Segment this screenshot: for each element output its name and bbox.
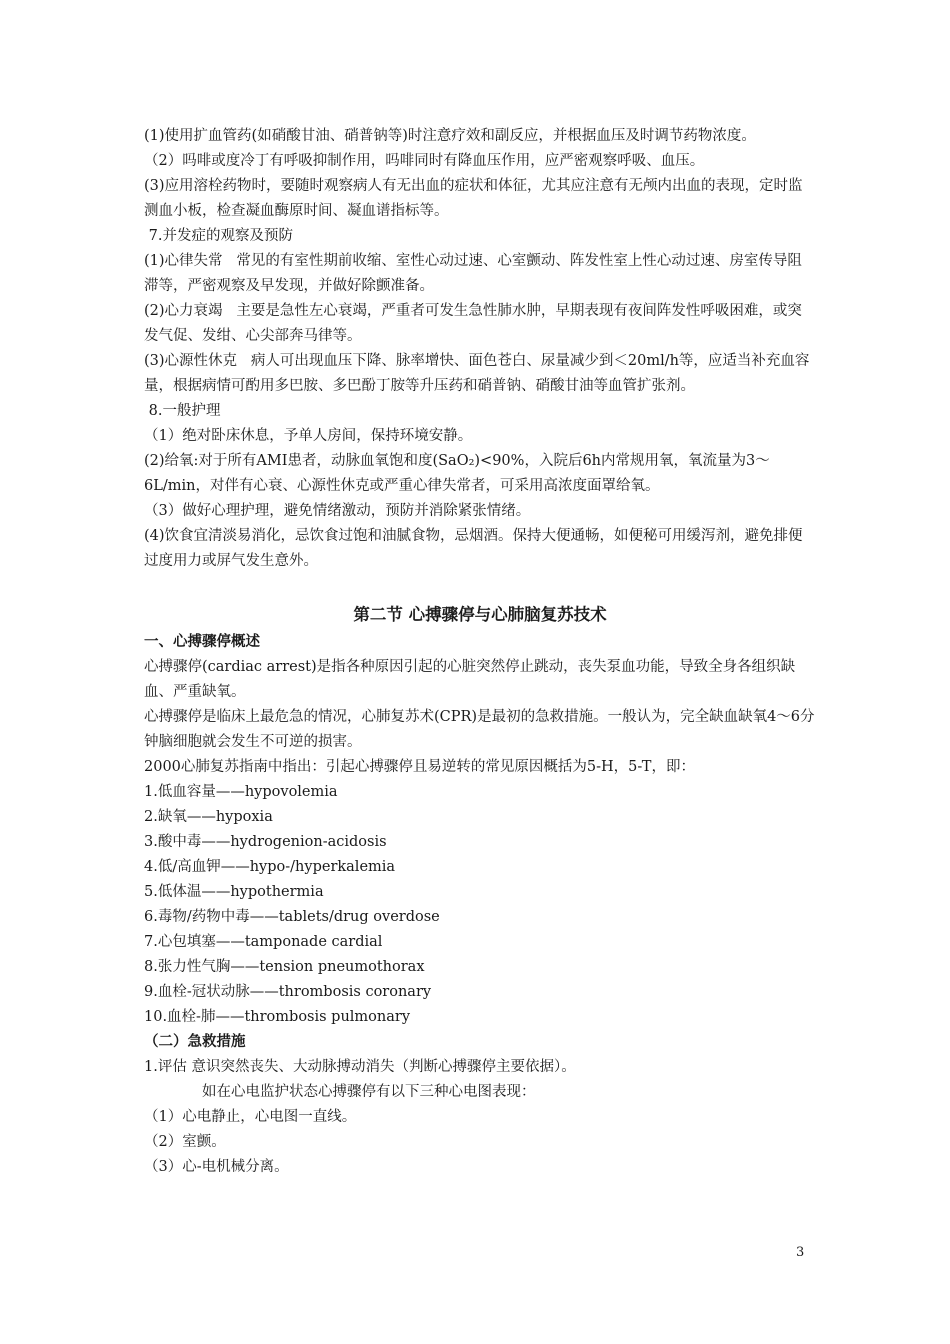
paragraph: (3)应用溶栓药物时，要随时观察病人有无出血的症状和体征，尤其应注意有无颅内出血的表现，定时监测血小板，检查凝血酶原时间、凝血谱指标等。 xyxy=(144,178,803,219)
paragraph: （2）吗啡或度冷丁有呼吸抑制作用，吗啡同时有降血压作用，应严密观察呼吸、血压。 xyxy=(144,153,705,169)
paragraph: 心搏骤停是临床上最危急的情况，心肺复苏术(CPR)是最初的急救措施。一般认为，完全缺血缺氧4～6分钟脑细胞就会发生不可逆的损害。 xyxy=(144,709,815,750)
list-item: （3）心-电机械分离。 xyxy=(144,1159,289,1175)
section-title: 第二节 心搏骤停与心肺脑复苏技术 xyxy=(353,605,607,624)
page-number: 3 xyxy=(796,1245,805,1260)
paragraph: (1)使用扩血管药(如硝酸甘油、硝普钠等)时注意疗效和副反应，并根据血压及时调节药物浓度。 xyxy=(144,128,756,144)
paragraph-group-ecg xyxy=(144,1105,816,1180)
paragraph-ecg-intro: 如在心电监护状态心搏骤停有以下三种心电图表现： xyxy=(202,1084,536,1100)
paragraph-assessment: 1.评估 意识突然丧失、大动脉搏动消失（判断心搏骤停主要依据）。 xyxy=(144,1059,576,1075)
paragraph: 心搏骤停(cardiac arrest)是指各种原因引起的心脏突然停止跳动，丧失泵血功能，导致全身各组织缺血、严重缺氧。 xyxy=(144,659,796,700)
paragraph: (2)给氧:对于所有AMI患者，动脉血氧饱和度(SaO₂)<90%，入院后6h内常规用氧，氧流量为3～6L/min，对伴有心衰、心源性休克或严重心律失常者，可采用高浓度面罩给氧。 xyxy=(144,453,770,494)
paragraph: (3)心源性休克 病人可出现血压下降、脉率增快、面色苍白、尿量减少到＜20ml/h等，应适当补充血容量，根据病情可酌用多巴胺、多巴酚丁胺等升压药和硝普钠、硝酸甘油等血管扩张剂。 xyxy=(144,353,810,394)
subheading-emergency: （二）急救措施 xyxy=(144,1034,246,1050)
list-item: 6.毒物/药物中毒——tablets/drug overdose xyxy=(144,909,440,925)
subheading-overview: 一、心搏骤停概述 xyxy=(144,634,260,650)
list-item: 1.低血容量——hypovolemia xyxy=(144,784,338,800)
paragraph: （1）绝对卧床休息，予单人房间，保持环境安静。 xyxy=(144,428,473,444)
paragraph: (4)饮食宜清淡易消化，忌饮食过饱和油腻食物，忌烟酒。保持大便通畅，如便秘可用缓泻剂，避免排便过度用力或屏气发生意外。 xyxy=(144,528,803,569)
paragraph-group-complications xyxy=(144,249,816,399)
list-item: 10.血栓-肺——thrombosis pulmonary xyxy=(144,1009,411,1025)
list-item: 4.低/高血钾——hypo-/hyperkalemia xyxy=(144,859,396,875)
list-item: 2.缺氧——hypoxia xyxy=(144,809,273,825)
list-item: 9.血栓-冠状动脉——thrombosis coronary xyxy=(144,984,432,1000)
paragraph-group-drugs xyxy=(144,124,816,224)
paragraph: 2000心肺复苏指南中指出：引起心搏骤停且易逆转的常见原因概括为5-H，5-T，即： xyxy=(144,759,695,775)
paragraph-group-general-care xyxy=(144,424,816,574)
list-item: 5.低体温——hypothermia xyxy=(144,884,324,900)
list-item: （1）心电静止，心电图一直线。 xyxy=(144,1109,357,1125)
paragraph: (1)心律失常 常见的有室性期前收缩、室性心动过速、心室颤动、阵发性室上性心动过速、房室传导阻滞等，严密观察及早发现，并做好除颤准备。 xyxy=(144,253,802,294)
paragraph: （3）做好心理护理，避免情绪激动，预防并消除紧张情绪。 xyxy=(144,503,531,519)
list-item: 3.酸中毒——hydrogenion-acidosis xyxy=(144,834,387,850)
paragraph: (2)心力衰竭 主要是急性左心衰竭，严重者可发生急性肺水肿，早期表现有夜间阵发性呼吸困难，或突发气促、发绀、心尖部奔马律等。 xyxy=(144,303,802,344)
list-item: 8.张力性气胸——tension pneumothorax xyxy=(144,959,425,975)
list-item: （2）室颤。 xyxy=(144,1134,226,1150)
document-page xyxy=(144,124,816,1180)
heading-general-care: 8.一般护理 xyxy=(144,403,221,419)
list-item: 7.心包填塞——tamponade cardial xyxy=(144,934,383,950)
heading-complications: 7.并发症的观察及预防 xyxy=(144,228,293,244)
paragraph-group-overview xyxy=(144,655,816,1030)
